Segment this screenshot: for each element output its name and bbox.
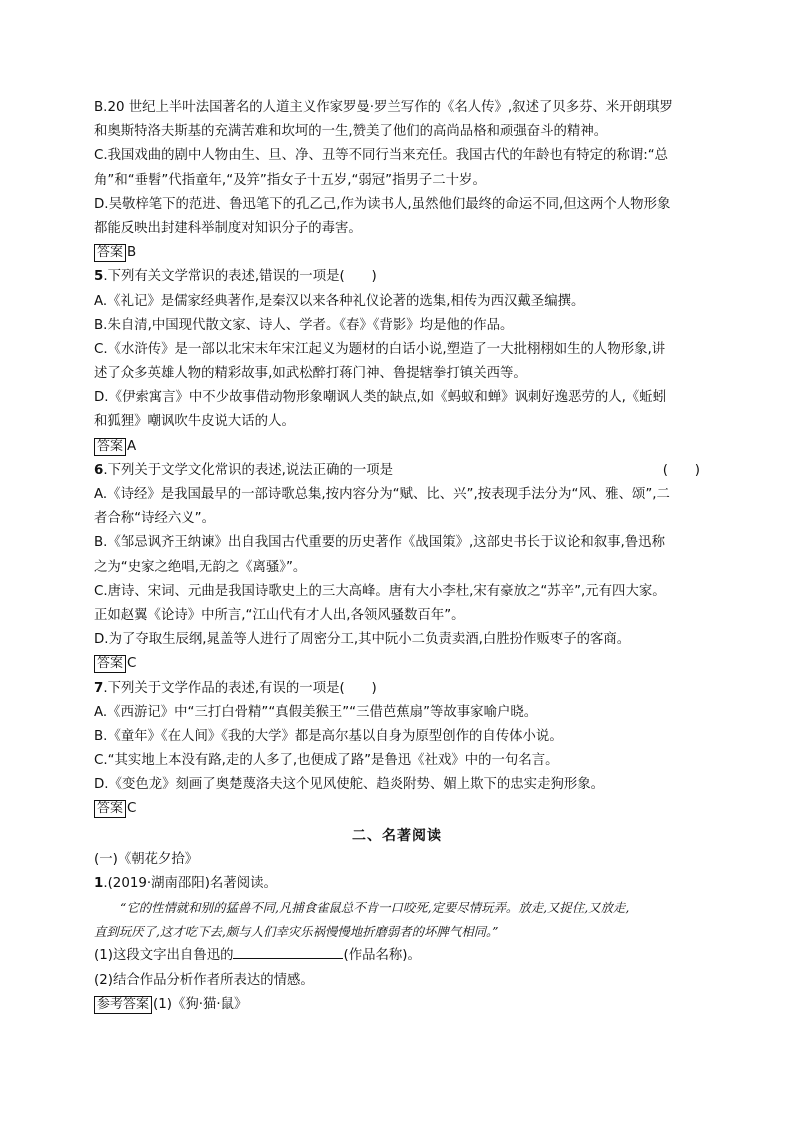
q7-stem: [94, 677, 700, 701]
q5-option-c-line2: 述了众多英雄人物的精彩故事,如武松醉打蒋门神、鲁提辖拳打镇关西等。: [94, 366, 527, 382]
q5-answer: [94, 435, 700, 459]
fill-in-blank: [233, 945, 343, 959]
question-text: .下列关于文学文化常识的表述,说法正确的一项是: [103, 462, 394, 478]
q6-stem: [94, 459, 700, 483]
q6-option-a-line1: A.《诗经》是我国最早的一部诗歌总集,按内容分为“赋、比、兴”,按表现手法分为“风、雅、颂”,二: [94, 487, 670, 502]
question-number: 6: [94, 462, 104, 478]
q4-option-d-line1: D.吴敬梓笔下的范进、鲁迅笔下的孔乙己,作为读书人,虽然他们最终的命运不同,但这两个人物形象: [94, 196, 671, 212]
subsection-title: (一)《朝花夕拾》: [94, 851, 199, 867]
q5-option-b: B.朱自清,中国现代散文家、诗人、学者。《春》《背影》均是他的作品。: [94, 317, 514, 333]
question-text: .下列有关文学常识的表述,错误的一项是( ): [103, 269, 377, 285]
q5-option-a: A.《礼记》是儒家经典著作,是秦汉以来各种礼仪论著的选集,相传为西汉戴圣编撰。: [94, 293, 585, 309]
q1-quote-line1: “它的性情就和别的猛兽不同,凡捕食雀鼠总不肯一口咬死,定要尽情玩弄。放走,又捉住,又放走,: [120, 900, 630, 915]
q7-option-b: B.《童年》《在人间》《我的大学》都是高尔基以自身为原型创作的自传体小说。: [94, 728, 563, 744]
q1-quote-line2: 直到玩厌了,这才吃下去,颇与人们幸灾乐祸慢慢地折磨弱者的坏脾气相同。”: [94, 924, 499, 940]
question-number: 1: [94, 875, 104, 891]
q6-option-c-line1: C.唐诗、宋词、元曲是我国诗歌史上的三大高峰。唐有大小李杜,宋有豪放之“苏辛”,元有四大家。: [94, 583, 666, 599]
q7-answer: [94, 797, 700, 821]
answer-label: 答案: [94, 800, 126, 818]
q6-option-a-line2: 者合称“诗经六义”。: [94, 511, 215, 527]
q5-option-c-line1: C.《水浒传》是一部以北宋末年宋江起义为题材的白话小说,塑造了一大批栩栩如生的人物形象,讲: [94, 341, 666, 357]
q1-stem: [94, 872, 700, 896]
question-text: .(2019·湖南邵阳)名著阅读。: [103, 875, 277, 891]
q4-answer: [94, 241, 700, 265]
answer-value: A: [127, 438, 137, 454]
section-title: 二、名著阅读: [352, 827, 442, 844]
q7-option-d: D.《变色龙》刻画了奥楚蔑洛夫这个见风使舵、趋炎附势、媚上欺下的忠实走狗形象。: [94, 777, 605, 793]
q4-option-d-line2: 都能反映出封建科举制度对知识分子的毒害。: [94, 220, 362, 236]
answer-label: 答案: [94, 655, 126, 673]
q5-stem: [94, 265, 700, 289]
answer-value: (1)《狗·猫·鼠》: [153, 996, 248, 1012]
answer-label: 参考答案: [94, 996, 152, 1014]
q7-option-a: A.《西游记》中“三打白骨精”“真假美猴王”“三借芭蕉扇”等故事家喻户晓。: [94, 704, 538, 720]
answer-value: C: [127, 801, 137, 817]
q1-subquestion-2: (2)结合作品分析作者所表达的情感。: [94, 972, 314, 988]
q6-option-d: D.为了夺取生辰纲,晁盖等人进行了周密分工,其中阮小二负责卖酒,白胜扮作贩枣子的客商。: [94, 632, 631, 648]
q5-option-d-line2: 和狐狸》嘲讽吹牛皮说大话的人。: [94, 414, 295, 430]
q4-option-c-line2: 角”和“垂髫”代指童年,“及笄”指女子十五岁,“弱冠”指男子二十岁。: [94, 172, 486, 188]
q1-subquestion-1: [94, 944, 700, 968]
q6-option-c-line2: 正如赵翼《论诗》中所言,“江山代有才人出,各领风骚数百年”。: [94, 607, 465, 623]
answer-value: B: [127, 245, 137, 261]
q4-option-b-line2: 和奥斯特洛夫斯基的充满苦难和坎坷的一生,赞美了他们的高尚品格和顽强奋斗的精神。: [94, 124, 608, 140]
question-number: 5: [94, 269, 104, 285]
answer-label: 答案: [94, 438, 126, 456]
subquestion-suffix: (作品名称)。: [343, 948, 421, 964]
answer-value: C: [127, 656, 137, 672]
q4-option-c-line1: C.我国戏曲的剧中人物由生、旦、净、丑等不同行当来充任。我国古代的年龄也有特定的称谓:“总: [94, 148, 669, 164]
q6-option-b-line2: 之为“史家之绝唱,无韵之《离骚》”。: [94, 559, 307, 575]
q7-option-c: C.“其实地上本没有路,走的人多了,也便成了路”是鲁迅《社戏》中的一句名言。: [94, 753, 559, 769]
question-text: .下列关于文学作品的表述,有误的一项是( ): [103, 680, 377, 696]
q4-option-b-line1: B.20 世纪上半叶法国著名的人道主义作家罗曼·罗兰写作的《名人传》,叙述了贝多芬、米开朗琪罗: [94, 100, 673, 115]
q5-option-d-line1: D.《伊索寓言》中不少故事借动物形象嘲讽人类的缺点,如《蚂蚁和蝉》讽刺好逸恶劳的人,《蚯蚓: [94, 390, 667, 406]
subquestion-text: (1)这段文字出自鲁迅的: [94, 948, 234, 964]
question-number: 7: [94, 680, 104, 696]
q6-option-b-line1: B.《邹忌讽齐王纳谏》出自我国古代重要的历史著作《战国策》,这部史书长于议论和叙事,鲁迅称: [94, 535, 665, 551]
q1-answer: [94, 993, 700, 1017]
answer-label: 答案: [94, 244, 126, 262]
answer-blank-paren: ( ): [662, 462, 700, 478]
document-page: [94, 96, 700, 1017]
q6-answer: [94, 652, 700, 676]
